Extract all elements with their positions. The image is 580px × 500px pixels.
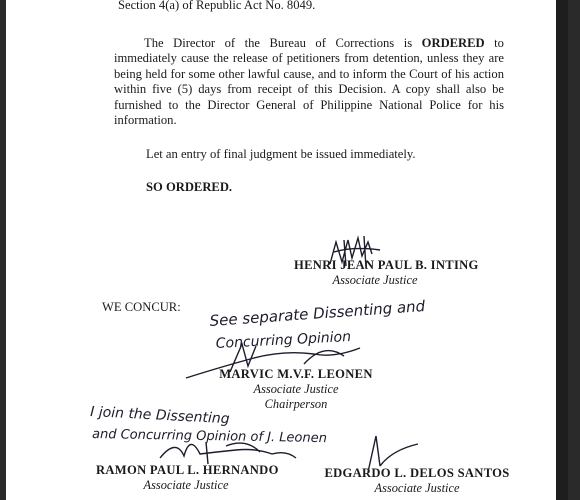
inting-signature-block: [294, 258, 479, 288]
leonen-role: Chairperson: [264, 397, 328, 411]
order-paragraph: [114, 36, 504, 128]
hernando-signature-block: [96, 463, 279, 493]
document-page: [6, 0, 568, 500]
leonen-name: MARVIC M.V.F. LEONEN: [219, 367, 373, 381]
hernando-note-line2: and Concurring Opinion of J. Leonen: [91, 427, 328, 447]
leonen-title: Associate Justice: [253, 382, 339, 396]
delos-santos-name: EDGARDO L. DELOS SANTOS: [324, 466, 510, 480]
inting-title: Associate Justice: [332, 273, 418, 287]
top-line: Section 4(a) of Republic Act No. 8049.: [118, 0, 316, 12]
delos-santos-signature-block: [324, 466, 510, 496]
we-concur: WE CONCUR:: [102, 300, 181, 314]
delos-santos-title: Associate Justice: [374, 481, 460, 495]
order-paragraph-rest: to immediately cause the release of petitioners from detention, unless they are being held for some other lawful cause, and to inform the Court of his action within five (5) days from receipt of this Decision. A copy shall also be furnished to the Director General of Philippine National Police for his information.: [114, 36, 504, 128]
so-ordered: SO ORDERED.: [146, 180, 233, 194]
final-judgment-line: Let an entry of final judgment be issued immediately.: [146, 147, 416, 161]
scan-edge: [556, 0, 568, 500]
hernando-title: Associate Justice: [143, 478, 229, 492]
leonen-note-line1: See separate Dissenting and: [209, 296, 426, 330]
order-paragraph-start: The Director of the Bureau of Corrections is: [144, 36, 422, 50]
ordered-keyword: ORDERED: [421, 36, 485, 50]
leonen-note-line2: Concurring Opinion: [215, 328, 352, 352]
hernando-name: RAMON PAUL L. HERNANDO: [96, 463, 279, 477]
inting-name: HENRI JEAN PAUL B. INTING: [294, 258, 479, 272]
hernando-note-line1: I join the Dissenting: [89, 404, 230, 428]
